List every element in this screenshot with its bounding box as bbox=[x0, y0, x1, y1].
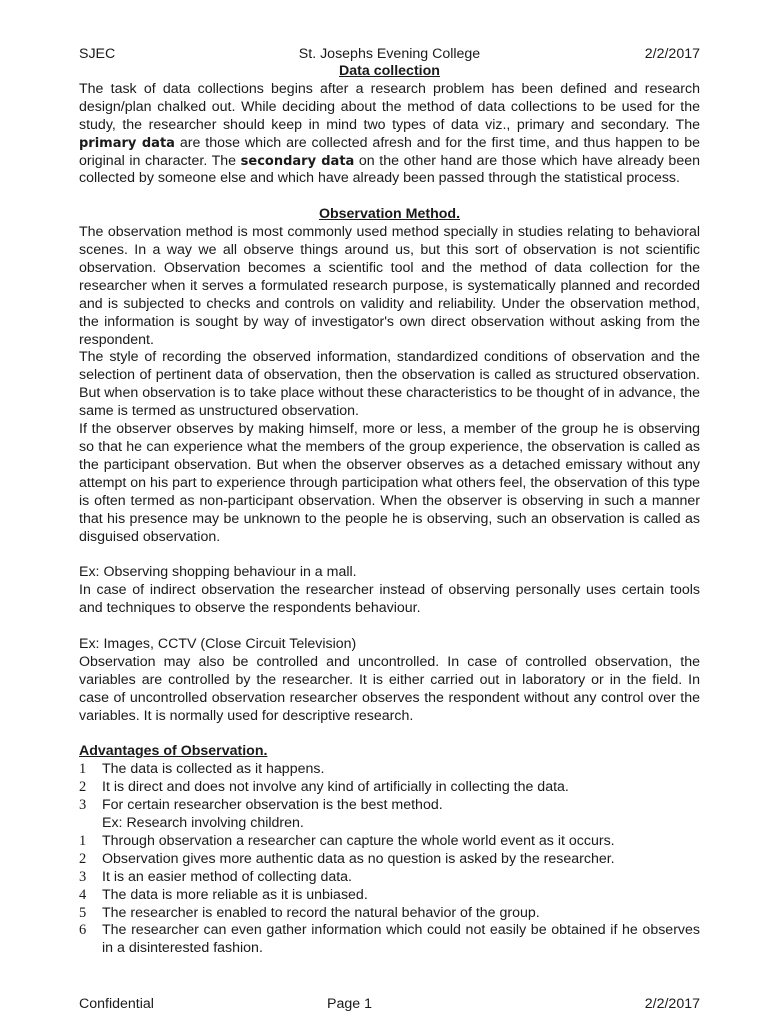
intro-paragraph bbox=[79, 81, 700, 188]
item-number: 1 bbox=[79, 832, 87, 849]
item-number: 4 bbox=[79, 886, 87, 903]
footer-confidential: Confidential bbox=[79, 996, 154, 1012]
intro-text-1: The task of data collections begins after a research problem has been defined and research design/plan chalked out. While deciding about the method of data collections to be used for the study, the researcher should keep in mind two types of data viz., primary and secondary. The bbox=[79, 80, 700, 133]
item-number: 1 bbox=[79, 761, 87, 778]
observation-heading: Observation Method. bbox=[318, 206, 461, 223]
intro-text-2: are those which are collected afresh and for the first time, and thus happen to be original in character. The bbox=[79, 134, 701, 169]
blank-line bbox=[79, 188, 700, 206]
primary-data-term: primary data bbox=[79, 135, 175, 151]
document-title: Data collection bbox=[339, 63, 440, 79]
blank-line bbox=[79, 725, 700, 743]
blank-line bbox=[79, 546, 700, 564]
list-item bbox=[79, 797, 700, 815]
item-text: It is direct and does not involve any kind of artificially in collecting the data. bbox=[102, 779, 569, 796]
observation-paragraph-4: In case of indirect observation the researcher instead of observing personally uses certain tools and techniques to observe the respondents behaviour. bbox=[79, 582, 700, 617]
sub-example: Ex: Research involving children. bbox=[102, 815, 304, 831]
list-item bbox=[79, 833, 700, 851]
advantages-list-b bbox=[79, 833, 700, 958]
document-body bbox=[79, 63, 700, 958]
observation-paragraph-3: If the observer observes by making himself, more or less, a member of the group he is observing so that he can experience what the members of the group experience, the observation is called as the participant observation. But when the observer observes as a detached emissary without any attempt on his part to experience through participation what others feel, the observation of this type is often termed as non-participant observation. When the observer is observing in such a manner that his presence may be unknown to the people he is observing, such an observation is called as disguised observation. bbox=[79, 421, 700, 545]
item-text: For certain researcher observation is the best method. bbox=[102, 797, 443, 814]
page-header bbox=[79, 44, 700, 64]
item-text: The researcher is enabled to record the natural behavior of the group. bbox=[102, 904, 540, 921]
blank-line bbox=[79, 618, 700, 636]
observation-paragraph-1: The observation method is most commonly used method specially in studies relating to behavioral scenes. In a way we all observe things around us, but this sort of observation is not scientific observation. Observation becomes a scientific tool and the method of data collection for the researcher when it serves a formulated research purpose, is systematically planned and recorded and is subjected to checks and controls on validity and reliability. Under the observation method, the information is sought by way of investigator's own direct observation without asking from the respondent. bbox=[79, 224, 700, 348]
example-1: Ex: Observing shopping behaviour in a mall. bbox=[79, 564, 357, 581]
header-date: 2/2/2017 bbox=[644, 46, 700, 62]
item-text: It is an easier method of collecting data. bbox=[102, 868, 352, 885]
item-number: 3 bbox=[79, 868, 87, 885]
list-item bbox=[79, 887, 700, 905]
list-item bbox=[79, 779, 700, 797]
item-number: 5 bbox=[79, 904, 87, 921]
item-text: The researcher can even gather information which could not easily be obtained if he observes in a disinterested fashion. bbox=[102, 922, 700, 957]
header-center: St. Josephs Evening College bbox=[298, 46, 481, 62]
item-number: 2 bbox=[79, 779, 87, 796]
list-item bbox=[79, 869, 700, 887]
footer-page-number: Page 1 bbox=[327, 996, 372, 1012]
item-text: The data is more reliable as it is unbiased. bbox=[102, 886, 368, 903]
list-item bbox=[79, 922, 700, 958]
item-text: Through observation a researcher can capture the whole world event as it occurs. bbox=[102, 832, 615, 849]
header-left: SJEC bbox=[79, 46, 116, 62]
example-2: Ex: Images, CCTV (Close Circuit Television) bbox=[79, 635, 357, 652]
advantages-list-a bbox=[79, 761, 700, 815]
list-item bbox=[79, 851, 700, 869]
item-number: 2 bbox=[79, 850, 87, 867]
item-number: 3 bbox=[79, 797, 87, 814]
secondary-data-term: secondary data bbox=[240, 153, 355, 169]
observation-paragraph-2: The style of recording the observed information, standardized conditions of observation and the selection of pertinent data of observation, then the observation is called as structured observation. But when observation is to take place without these characteristics to be thought of in advance, the same is termed as unstructured observation. bbox=[79, 349, 700, 420]
item-text: Observation gives more authentic data as no question is asked by the researcher. bbox=[102, 850, 615, 867]
list-item bbox=[79, 761, 700, 779]
item-number: 6 bbox=[79, 922, 87, 939]
item-text: The data is collected as it happens. bbox=[102, 761, 325, 778]
observation-paragraph-5: Observation may also be controlled and uncontrolled. In case of controlled observation, the variables are controlled by the researcher. It is either carried out in laboratory or in the field. In case of uncontrolled observation researcher observes the respondent without any control over the variables. It is normally used for descriptive research. bbox=[79, 653, 700, 724]
intro-text-3: on the other hand are those which have already been collected by someone else and which have already been passed through the statistical process. bbox=[79, 152, 700, 187]
list-item bbox=[79, 905, 700, 923]
page-footer bbox=[79, 994, 700, 1014]
advantages-heading: Advantages of Observation. bbox=[79, 743, 268, 760]
footer-date: 2/2/2017 bbox=[644, 996, 700, 1012]
